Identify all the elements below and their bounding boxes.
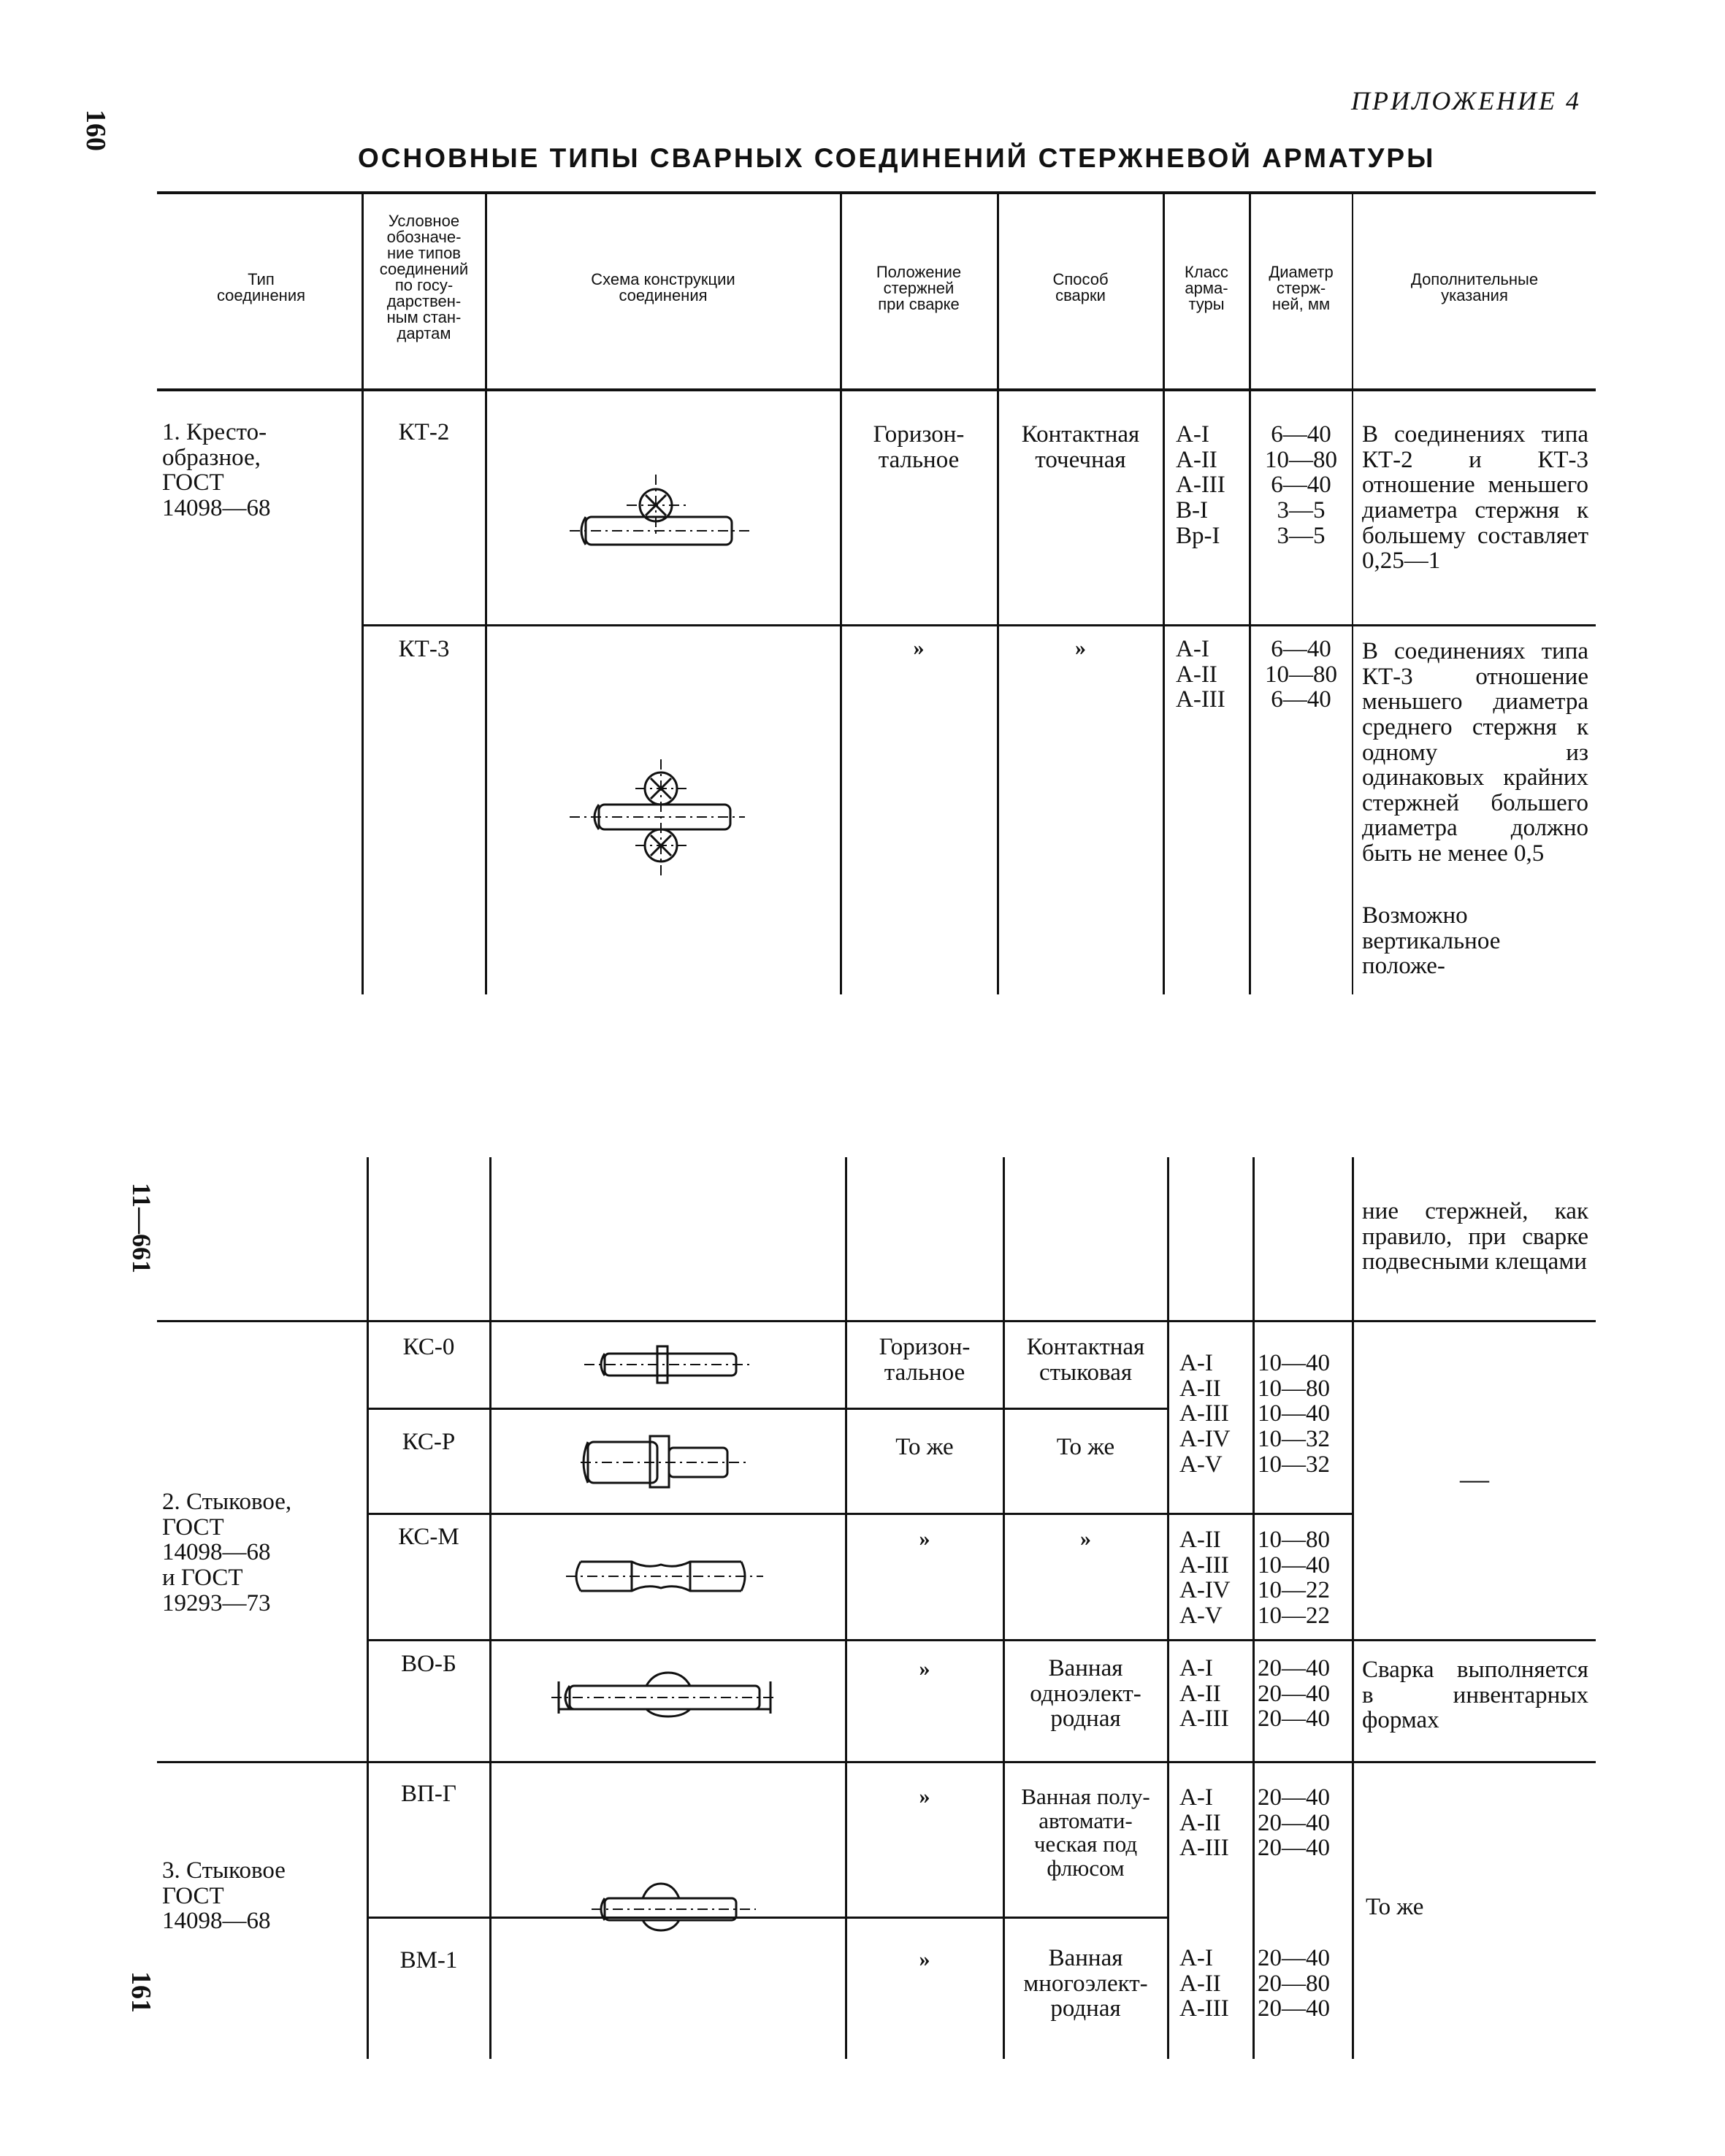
class-vob: А-I А-II А-III	[1179, 1655, 1229, 1733]
col-divider	[1252, 1157, 1255, 2059]
diameter-vm1: 20—40 20—80 20—40	[1258, 1945, 1330, 2022]
notes-group2-dash: —	[1460, 1462, 1489, 1495]
position-vpg: »	[919, 1784, 930, 1808]
header-bottom-rule	[157, 388, 1596, 391]
code-kt2: КТ-2	[398, 419, 450, 445]
col-divider	[997, 191, 999, 994]
position-vm1: »	[919, 1947, 930, 1971]
diameter-vob: 20—40 20—40 20—40	[1258, 1655, 1330, 1733]
notes-group3: То же	[1366, 1894, 1424, 1920]
col-divider	[1167, 1157, 1169, 2059]
position-ksm: »	[919, 1527, 930, 1551]
code-kt3: КТ-3	[398, 636, 450, 662]
header-type: Тип соединения	[216, 270, 306, 304]
row-divider	[157, 1761, 1596, 1763]
code-vm1: ВМ-1	[399, 1947, 458, 1973]
scheme-kt3-drawing	[570, 759, 760, 876]
code-ksm: КС-М	[398, 1524, 459, 1550]
method-vm1: Ванная многоэлект- родная	[1023, 1945, 1148, 2022]
class-ksm: А-II А-III А-IV А-V	[1179, 1527, 1231, 1629]
row-divider	[367, 1513, 1352, 1515]
col-divider	[845, 1157, 847, 2059]
header-method: Способ сварки	[1052, 270, 1109, 304]
col-divider	[367, 1157, 369, 2059]
header-notes: Дополнительные указания	[1410, 270, 1539, 304]
code-vpg: ВП-Г	[401, 1781, 456, 1807]
class-kt3: А-I А-II А-III	[1176, 636, 1225, 713]
method-kt3: »	[1075, 636, 1086, 660]
class-ks0: А-I А-II А-III А-IV А-V	[1179, 1350, 1231, 1478]
header-position: Положение стержней при сварке	[876, 263, 962, 313]
code-ks0: КС-0	[402, 1334, 455, 1360]
scheme-ks0-drawing	[584, 1343, 760, 1387]
notes-vob: Сварка выполняется в инвентарных формах	[1362, 1657, 1588, 1734]
method-ks0: Контактная стыковая	[1026, 1334, 1145, 1386]
position-kt3: »	[913, 636, 925, 660]
row-divider	[367, 1408, 1167, 1410]
header-designation: Условное обозначе- ние типов соединений по госу- дарствен- ным стан- дартам	[379, 212, 469, 342]
col-divider	[489, 1157, 492, 2059]
header-class: Класс арма- туры	[1185, 263, 1228, 313]
diameter-kt2: 6—40 10—80 6—40 3—5 3—5	[1265, 421, 1337, 549]
notes-kt3-a: В соединениях типа КТ-3 отношение меньшего диаметра среднего стержня к одному из одинаковых крайних стержней большего диаметра должно быть не менее 0,5	[1362, 638, 1588, 867]
method-kt2: Контактная точечная	[1021, 421, 1140, 473]
row-divider	[367, 1639, 1596, 1641]
type-butt-3: 3. Стыковое ГОСТ 14098—68	[162, 1857, 286, 1935]
scheme-vpg-drawing	[592, 1876, 760, 1935]
code-vob: ВО-Б	[401, 1651, 456, 1677]
diameter-ks0: 10—40 10—80 10—40 10—32 10—32	[1258, 1350, 1330, 1478]
row-divider	[157, 1320, 1596, 1322]
scheme-ksr-drawing	[581, 1427, 756, 1493]
page-number-bottom: 161	[126, 1971, 156, 2013]
type-crosswise: 1. Кресто- образное, ГОСТ 14098—68	[162, 419, 271, 521]
table-top-rule	[157, 191, 1596, 194]
page-title: ОСНОВНЫЕ ТИПЫ СВАРНЫХ СОЕДИНЕНИЙ СТЕРЖНЕВОЙ АРМАТУРЫ	[358, 143, 1436, 173]
method-ksm: »	[1080, 1527, 1091, 1551]
method-vpg: Ванная полу- автомати- ческая под флюсом	[1021, 1784, 1150, 1881]
row-divider	[367, 1917, 1167, 1919]
method-ksr: То же	[1056, 1434, 1115, 1460]
col-divider	[1352, 191, 1353, 994]
scheme-ksm-drawing	[566, 1551, 770, 1603]
type-butt-2: 2. Стыковое, ГОСТ 14098—68 и ГОСТ 19293—73	[162, 1489, 292, 1616]
col-divider	[1003, 1157, 1005, 2059]
appendix-label: ПРИЛОЖЕНИЕ 4	[1351, 86, 1581, 115]
scheme-vob-drawing	[551, 1668, 778, 1727]
header-diameter: Диаметр стерж- ней, мм	[1269, 263, 1334, 313]
method-vob: Ванная одноэлект- родная	[1030, 1655, 1141, 1733]
header-scheme: Схема конструкции соединения	[591, 270, 735, 304]
page-number-top: 160	[80, 110, 111, 151]
row-divider	[362, 624, 1596, 626]
position-kt2: Горизон- тальное	[873, 421, 965, 473]
notes-kt3-c: ние стержней, как правило, при сварке подвесными клещами	[1362, 1198, 1588, 1275]
col-divider	[485, 191, 487, 994]
class-kt2: А-I А-II А-III В-I Вр-I	[1176, 421, 1225, 549]
diameter-vpg: 20—40 20—40 20—40	[1258, 1784, 1330, 1862]
scheme-kt2-drawing	[570, 467, 760, 555]
position-ksr: То же	[895, 1434, 954, 1460]
diameter-ksm: 10—80 10—40 10—22 10—22	[1258, 1527, 1330, 1629]
position-vob: »	[919, 1657, 930, 1681]
position-ks0: Горизон- тальное	[879, 1334, 971, 1386]
notes-kt2: В соединениях типа КТ-2 и КТ-3 отношение меньшего диаметра стержня к большему составляет 0,25—1	[1362, 421, 1588, 575]
class-vm1: А-I А-II А-III	[1179, 1945, 1229, 2022]
notes-kt3-b: Возможно вертикальное положе-	[1362, 902, 1501, 980]
code-ksr: КС-Р	[402, 1429, 456, 1455]
class-vpg: А-I А-II А-III	[1179, 1784, 1229, 1862]
page-number-mid: 11—661	[127, 1183, 156, 1274]
diameter-kt3: 6—40 10—80 6—40	[1265, 636, 1337, 713]
col-divider	[1352, 1157, 1354, 2059]
